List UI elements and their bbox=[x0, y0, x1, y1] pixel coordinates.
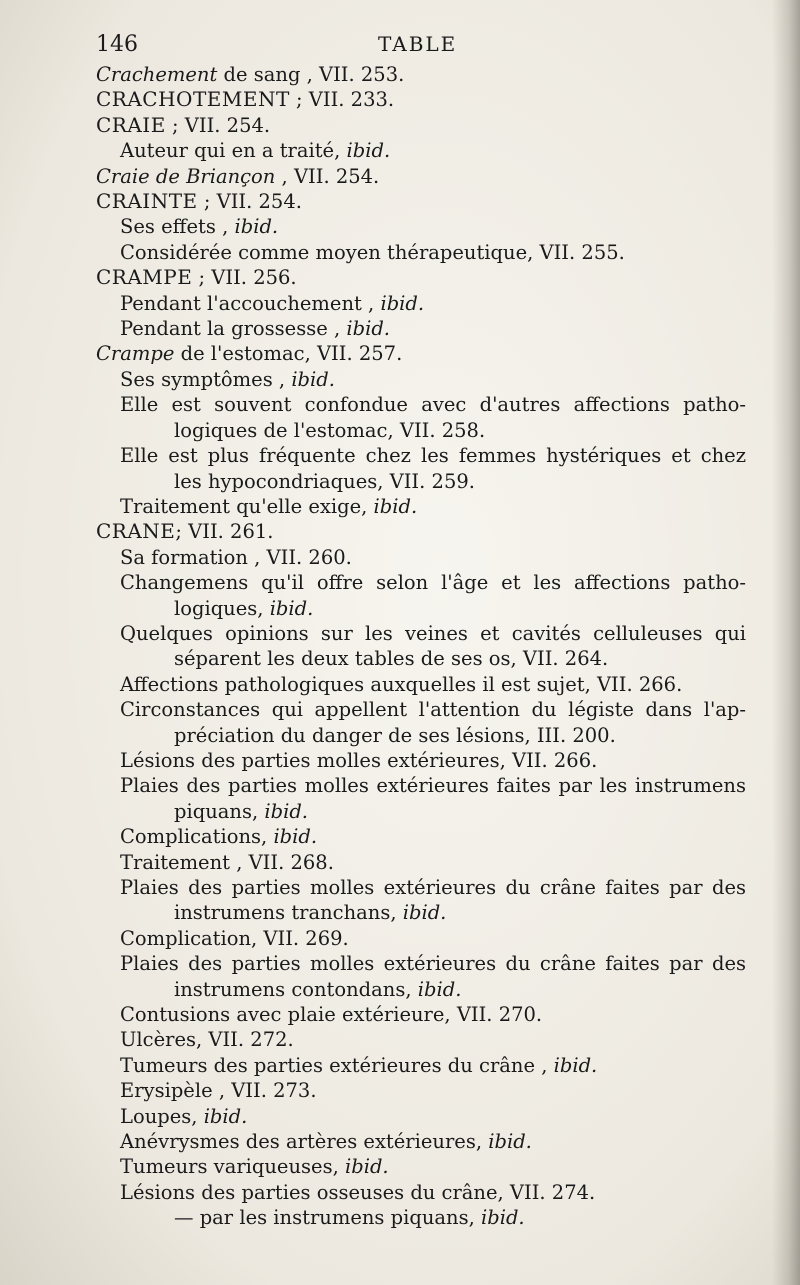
index-subentry bbox=[96, 367, 746, 392]
index-continuation-line bbox=[96, 469, 746, 494]
entry-text: Sa formation , VII. 260. bbox=[120, 545, 352, 569]
entry-text: ; VII. 261. bbox=[175, 520, 274, 544]
index-subentry bbox=[96, 773, 746, 798]
index-subentry bbox=[96, 748, 746, 773]
entry-ibid-reference: ibid. bbox=[291, 367, 335, 391]
entry-text: Elle est souvent confondue avec d'autres affections patho- bbox=[120, 393, 746, 417]
entry-text: Traitement qu'elle exige, bbox=[120, 494, 374, 518]
entry-text: Loupes, bbox=[120, 1104, 204, 1128]
index-continuation-line bbox=[96, 1205, 746, 1230]
entry-text: Pendant l'accouchement , bbox=[120, 291, 381, 315]
entry-text: Complication, VII. 269. bbox=[120, 926, 349, 950]
entry-text: , VII. 254. bbox=[275, 164, 380, 188]
running-title: TABLE bbox=[378, 32, 458, 56]
entry-ibid-reference: ibid. bbox=[380, 291, 425, 315]
index-subentry bbox=[96, 621, 746, 646]
index-continuation-line bbox=[96, 723, 746, 748]
entry-text: Circonstances qui appellent l'attention du légiste dans l'ap- bbox=[120, 698, 746, 722]
entry-ibid-reference: ibid. bbox=[373, 494, 418, 518]
index-subentry bbox=[96, 392, 746, 417]
index-subentry bbox=[96, 697, 746, 722]
entry-text: de sang , VII. 253. bbox=[217, 63, 405, 86]
entry-headword: Crachement bbox=[96, 63, 218, 86]
index-heading-entry bbox=[96, 62, 746, 87]
index-entries bbox=[96, 62, 746, 1231]
entry-text: Plaies des parties molles extérieures du crâne faites par des bbox=[120, 952, 746, 976]
entry-text: Pendant la grossesse , bbox=[120, 317, 347, 341]
index-subentry bbox=[96, 494, 746, 519]
entry-text: ; VII. 256. bbox=[192, 266, 297, 290]
entry-text: Lésions des parties osseuses du crâne, VII. 274. bbox=[120, 1180, 596, 1204]
entry-text: ; VII. 233. bbox=[289, 88, 395, 112]
index-continuation-line bbox=[96, 900, 746, 925]
index-subentry bbox=[96, 570, 746, 595]
index-subentry bbox=[96, 138, 746, 163]
index-subentry bbox=[96, 850, 746, 875]
index-continuation-line bbox=[96, 418, 746, 443]
entry-text: — par les instrumens piquans, bbox=[174, 1206, 481, 1230]
entry-headword: CRAIE bbox=[96, 112, 166, 137]
entry-text: Traitement , VII. 268. bbox=[120, 850, 334, 874]
index-subentry bbox=[96, 291, 746, 316]
index-subentry bbox=[96, 1154, 746, 1179]
entry-text: Plaies des parties molles extérieures faites par les instrumens bbox=[120, 774, 746, 798]
index-heading-entry bbox=[96, 87, 746, 112]
entry-text: les hypocondriaques, VII. 259. bbox=[174, 469, 475, 493]
entry-text: Contusions avec plaie extérieure, VII. 270. bbox=[120, 1003, 543, 1027]
page-gutter-shadow bbox=[772, 0, 800, 1285]
index-subentry bbox=[96, 1180, 746, 1205]
index-continuation-line bbox=[96, 646, 746, 671]
entry-text: Lésions des parties molles extérieures, VII. 266. bbox=[120, 748, 598, 772]
index-subentry bbox=[96, 672, 746, 697]
index-subentry bbox=[96, 1104, 746, 1129]
index-heading-entry bbox=[96, 164, 746, 189]
page-header bbox=[96, 32, 736, 62]
index-continuation-line bbox=[96, 596, 746, 621]
index-subentry bbox=[96, 240, 746, 265]
index-heading-entry bbox=[96, 113, 746, 138]
entry-text: Affections pathologiques auxquelles il est sujet, VII. 266. bbox=[120, 672, 683, 696]
entry-text: Plaies des parties molles extérieures du crâne faites par des bbox=[120, 876, 746, 899]
entry-ibid-reference: ibid. bbox=[488, 1130, 532, 1154]
index-subentry bbox=[96, 1027, 746, 1052]
entry-text: logiques de l'estomac, VII. 258. bbox=[174, 418, 486, 442]
entry-headword: CRAINTE bbox=[96, 189, 198, 214]
index-subentry bbox=[96, 316, 746, 341]
entry-text: Ulcères, VII. 272. bbox=[120, 1028, 294, 1052]
index-subentry bbox=[96, 824, 746, 849]
entry-ibid-reference: ibid. bbox=[273, 825, 318, 849]
entry-text: piquans, bbox=[174, 799, 265, 823]
entry-ibid-reference: ibid. bbox=[346, 139, 391, 163]
entry-ibid-reference: ibid. bbox=[402, 901, 447, 925]
entry-ibid-reference: ibid. bbox=[346, 317, 390, 341]
entry-headword: CRAMPE bbox=[96, 265, 193, 290]
entry-text: Ses symptômes , bbox=[120, 367, 292, 391]
index-continuation-line bbox=[96, 977, 746, 1002]
entry-text: Tumeurs variqueuses, bbox=[120, 1155, 345, 1179]
entry-text: Elle est plus fréquente chez les femmes hystériques et chez bbox=[120, 444, 746, 468]
entry-text: Auteur qui en a traité, bbox=[120, 139, 347, 163]
page-number: 146 bbox=[96, 32, 138, 57]
entry-headword: CRACHOTEMENT bbox=[96, 87, 290, 112]
entry-ibid-reference: ibid. bbox=[417, 977, 462, 1001]
index-heading-entry bbox=[96, 341, 746, 366]
index-heading-entry bbox=[96, 519, 746, 544]
entry-text: séparent les deux tables de ses os, VII. 264. bbox=[174, 647, 609, 671]
entry-text: instrumens contondans, bbox=[174, 977, 418, 1001]
entry-headword: Craie de Briançon bbox=[96, 164, 276, 188]
index-subentry bbox=[96, 1053, 746, 1078]
entry-text: Changemens qu'il offre selon l'âge et les affections patho- bbox=[120, 571, 746, 595]
index-heading-entry bbox=[96, 189, 746, 214]
index-subentry bbox=[96, 1002, 746, 1027]
index-subentry bbox=[96, 545, 746, 570]
index-subentry bbox=[96, 951, 746, 976]
index-continuation-line bbox=[96, 799, 746, 824]
entry-text: ; VII. 254. bbox=[197, 190, 302, 214]
index-subentry bbox=[96, 214, 746, 239]
entry-text: préciation du danger de ses lésions, III. 200. bbox=[174, 723, 616, 747]
entry-text: de l'estomac, VII. 257. bbox=[174, 342, 403, 366]
entry-text: Complications, bbox=[120, 825, 274, 849]
entry-text: Quelques opinions sur les veines et cavités celluleuses qui bbox=[120, 621, 746, 645]
entry-text: Ses effets , bbox=[120, 215, 235, 239]
index-subentry bbox=[96, 1129, 746, 1154]
entry-ibid-reference: ibid. bbox=[344, 1155, 389, 1179]
index-subentry bbox=[96, 875, 746, 900]
entry-text: Considérée comme moyen thérapeutique, VII. 255. bbox=[120, 240, 625, 264]
entry-headword: Crampe bbox=[96, 342, 175, 366]
entry-ibid-reference: ibid. bbox=[269, 596, 314, 620]
entry-text: ; VII. 254. bbox=[165, 113, 271, 137]
index-subentry bbox=[96, 1078, 746, 1103]
entry-text: Tumeurs des parties extérieures du crâne , bbox=[120, 1053, 554, 1077]
entry-headword: CRANE bbox=[96, 519, 176, 544]
index-heading-entry bbox=[96, 265, 746, 290]
entry-ibid-reference: ibid. bbox=[234, 215, 279, 239]
entry-ibid-reference: ibid. bbox=[203, 1104, 248, 1128]
entry-text: Erysipèle , VII. 273. bbox=[120, 1079, 317, 1103]
entry-text: instrumens tranchans, bbox=[174, 901, 403, 925]
entry-ibid-reference: ibid. bbox=[264, 799, 308, 823]
entry-ibid-reference: ibid. bbox=[480, 1206, 525, 1230]
entry-text: Anévrysmes des artères extérieures, bbox=[120, 1130, 489, 1154]
index-subentry bbox=[96, 926, 746, 951]
entry-ibid-reference: ibid. bbox=[553, 1053, 598, 1077]
entry-text: logiques, bbox=[174, 596, 270, 620]
index-subentry bbox=[96, 443, 746, 468]
